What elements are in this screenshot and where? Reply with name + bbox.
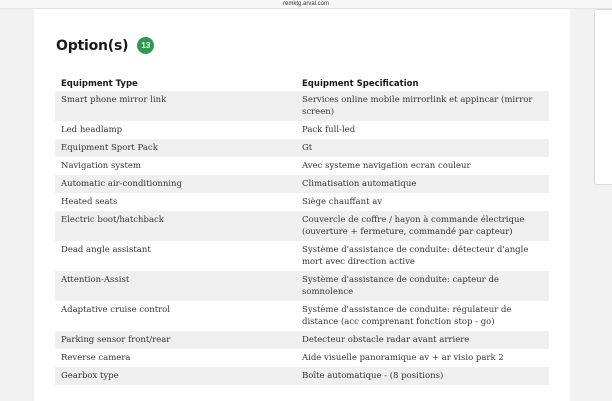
equipment-type-cell: Electric boot/hatchback: [55, 211, 296, 241]
equipment-type-cell: Led headlamp: [61, 125, 123, 135]
equipment-specification-cell: Boîte automatique - (8 positions): [296, 367, 549, 385]
equipment-specification-cell: Siège chauffant av: [302, 197, 383, 207]
equipment-type-cell: Reverse camera: [61, 353, 131, 363]
section-title: Option(s): [56, 37, 129, 54]
table-row: [55, 139, 549, 157]
equipment-type-cell: Adaptative cruise control: [61, 305, 171, 315]
table-row: [55, 211, 549, 241]
equipment-specification-cell: Services online mobile mirrorlink et appincar (mirror screen): [296, 91, 549, 121]
table-row: [55, 301, 549, 331]
equipment-type-cell: Equipment Sport Pack: [55, 139, 296, 157]
equipment-type-cell: Dead angle assistant: [61, 245, 151, 255]
browser-url-bar[interactable]: [0, 0, 612, 9]
side-panel: [594, 9, 612, 185]
table-row: [55, 193, 549, 211]
equipment-specification-cell: Couvercle de coffre / hayon à commande électrique (ouverture + fermeture, commandé par capteur): [296, 211, 549, 241]
equipment-specification-cell: Climatisation automatique: [296, 175, 549, 193]
equipment-type-cell: Attention-Assist: [55, 271, 296, 301]
table-row: [55, 271, 549, 301]
options-card: [34, 9, 570, 401]
table-row: [55, 175, 549, 193]
table-row: [55, 121, 549, 139]
equipment-specification-cell: Système d'assistance de conduite: régulateur de distance (acc comprenant fonction stop - go): [302, 305, 512, 327]
equipment-specification-cell: Aide visuelle panoramique av + ar visio park 2: [302, 353, 504, 363]
equipment-specification-cell: Pack full-led: [302, 125, 356, 135]
equipment-type-cell: Gearbox type: [55, 367, 296, 385]
equipment-specification-cell: Système d'assistance de conduite: capteur de somnolence: [296, 271, 549, 301]
equipment-specification-cell: Gt: [296, 139, 549, 157]
equipment-type-cell: Automatic air-conditionning: [55, 175, 296, 193]
equipment-type-cell: Parking sensor front/rear: [55, 331, 296, 349]
table-header-row: [55, 73, 549, 91]
table-row: [55, 157, 549, 175]
equipment-specification-cell: Système d'assistance de conduite: détecteur d'angle mort avec direction active: [302, 245, 529, 267]
column-header-equipment-specification: Equipment Specification: [302, 78, 419, 89]
equipment-type-cell: Heated seats: [61, 197, 118, 207]
equipment-specification-cell: Avec systeme navigation ecran couleur: [302, 161, 471, 171]
section-heading: [56, 37, 154, 54]
table-row: [55, 331, 549, 349]
table-row: [55, 367, 549, 385]
column-header-equipment-type: Equipment Type: [61, 78, 138, 89]
url-text: remktg.arval.com: [282, 1, 329, 7]
equipment-specification-cell: Detecteur obstacle radar avant arriere: [296, 331, 549, 349]
table-row: [55, 349, 549, 367]
equipment-type-cell: Smart phone mirror link: [55, 91, 296, 121]
options-table: [55, 73, 549, 385]
table-row: [55, 91, 549, 121]
table-row: [55, 241, 549, 271]
equipment-type-cell: Navigation system: [61, 161, 141, 171]
options-count-badge: 13: [137, 37, 154, 54]
